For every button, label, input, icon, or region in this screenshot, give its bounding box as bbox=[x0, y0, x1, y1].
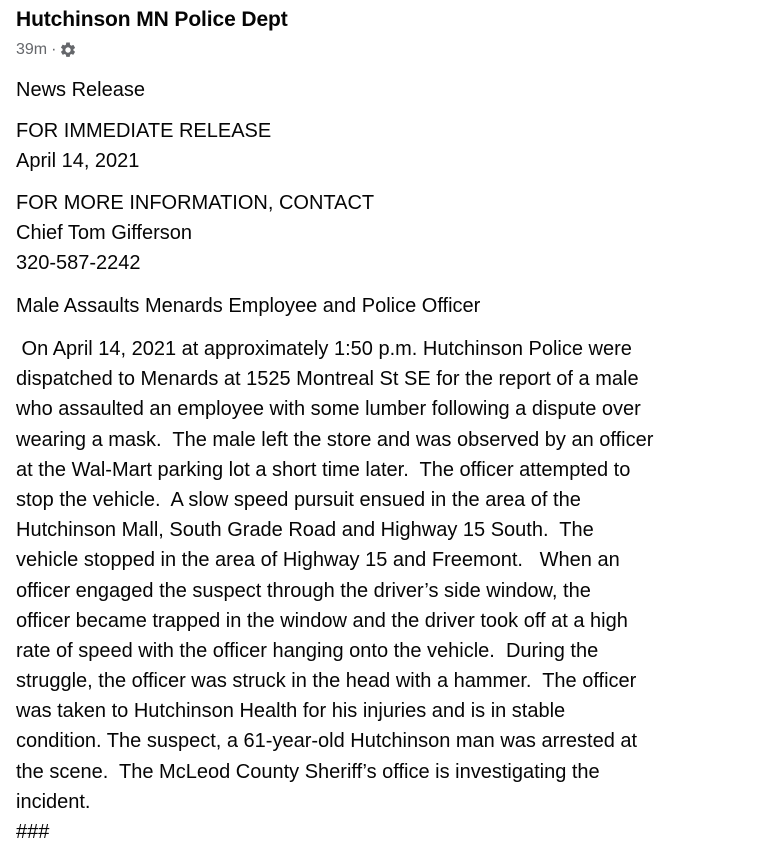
paragraph-line: officer became trapped in the window and the driver took off at a high bbox=[16, 609, 628, 632]
paragraph-line: struggle, the officer was struck in the head with a hammer. The officer bbox=[16, 670, 637, 693]
release-info bbox=[16, 116, 751, 176]
paragraph-line: incident. bbox=[16, 790, 91, 813]
meta-separator: · bbox=[51, 41, 57, 58]
paragraph-line: rate of speed with the officer hanging onto the vehicle. During the bbox=[16, 639, 599, 662]
contact-name: Chief Tom Gifferson bbox=[16, 222, 193, 245]
release-date: April 14, 2021 bbox=[16, 150, 140, 173]
paragraph-line: condition. The suspect, a 61-year-old Hutchinson man was arrested at bbox=[16, 730, 638, 753]
release-paragraph bbox=[16, 334, 751, 847]
paragraph-line: dispatched to Menards at 1525 Montreal St SE for the report of a male bbox=[16, 368, 639, 391]
end-marker: ### bbox=[16, 821, 50, 843]
news-release-label bbox=[16, 75, 751, 105]
paragraph-line: On April 14, 2021 at approximately 1:50 p.m. Hutchinson Police were bbox=[16, 338, 632, 360]
release-type: FOR IMMEDIATE RELEASE bbox=[16, 120, 272, 142]
headline-text: Male Assaults Menards Employee and Police Officer bbox=[16, 295, 481, 317]
paragraph-line: Hutchinson Mall, South Grade Road and Highway 15 South. The bbox=[16, 519, 594, 542]
paragraph-line: stop the vehicle. A slow speed pursuit ensued in the area of the bbox=[16, 488, 581, 511]
paragraph-line: who assaulted an employee with some lumber following a dispute over bbox=[16, 398, 641, 421]
contact-info bbox=[16, 188, 751, 279]
paragraph-line: vehicle stopped in the area of Highway 15 and Freemont. When an bbox=[16, 549, 620, 572]
page-name-link[interactable]: Hutchinson MN Police Dept bbox=[16, 8, 288, 31]
text-line: News Release bbox=[16, 79, 145, 101]
paragraph-line: at the Wal-Mart parking lot a short time later. The officer attempted to bbox=[16, 458, 631, 481]
headline bbox=[16, 291, 751, 321]
paragraph-line: officer engaged the suspect through the driver’s side window, the bbox=[16, 579, 591, 602]
post-timestamp[interactable]: 39m bbox=[16, 41, 48, 58]
post-meta bbox=[16, 40, 77, 60]
gear-icon[interactable] bbox=[59, 41, 77, 59]
paragraph-line: wearing a mask. The male left the store and was observed by an officer bbox=[16, 428, 654, 451]
paragraph-line: was taken to Hutchinson Health for his injuries and is in stable bbox=[16, 700, 566, 723]
paragraph-line: the scene. The McLeod County Sheriff’s office is investigating the bbox=[16, 760, 600, 783]
contact-phone: 320-587-2242 bbox=[16, 252, 141, 275]
contact-header: FOR MORE INFORMATION, CONTACT bbox=[16, 192, 375, 214]
